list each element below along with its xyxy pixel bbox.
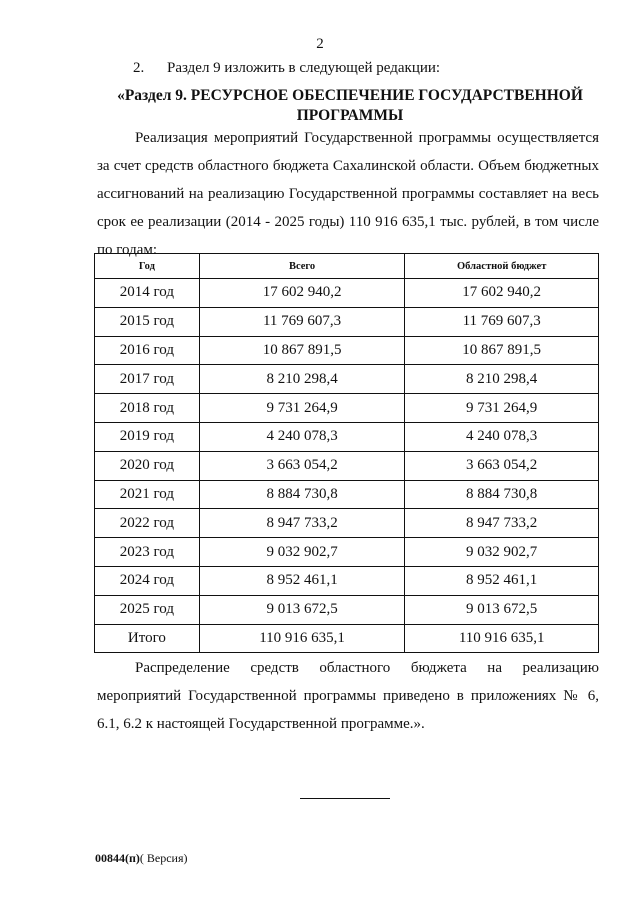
cell-regional: 8 952 461,1 bbox=[405, 566, 599, 595]
item-number: 2. bbox=[133, 60, 145, 76]
cell-regional: 11 769 607,3 bbox=[405, 307, 599, 336]
cell-year: 2023 год bbox=[95, 538, 200, 567]
cell-total: 10 867 891,5 bbox=[199, 336, 405, 365]
item-text: Раздел 9 изложить в следующей редакции: bbox=[167, 60, 441, 76]
cell-regional: 8 947 733,2 bbox=[405, 509, 599, 538]
page-number: 2 bbox=[316, 36, 324, 52]
cell-year: 2019 год bbox=[95, 422, 200, 451]
header-total: Всего bbox=[199, 254, 405, 279]
table-row bbox=[95, 394, 599, 423]
cell-regional: 3 663 054,2 bbox=[405, 451, 599, 480]
cell-year: 2024 год bbox=[95, 566, 200, 595]
cell-total: 17 602 940,2 bbox=[199, 279, 405, 308]
cell-total: 9 032 902,7 bbox=[199, 538, 405, 567]
intro-paragraph: Реализация мероприятий Государственной программы осуществляется за счет средств областного бюджета Сахалинской области. Объем бюджетных ассигнований на реализацию Государственной программы составляет на весь срок ее реализации (2014 - 2025 годы) 110 916 635,1 тыс. рублей, в том числе по годам: bbox=[97, 130, 599, 258]
table-row bbox=[95, 595, 599, 624]
cell-year: 2025 год bbox=[95, 595, 200, 624]
budget-table bbox=[94, 253, 599, 653]
section-heading-line-1: «Раздел 9. РЕСУРСНОЕ ОБЕСПЕЧЕНИЕ ГОСУДАРСТВЕННОЙ bbox=[117, 87, 583, 104]
table-header-row bbox=[95, 254, 599, 279]
header-year: Год bbox=[95, 254, 200, 279]
divider-line bbox=[300, 798, 390, 799]
cell-total: 8 210 298,4 bbox=[199, 365, 405, 394]
section-heading bbox=[100, 86, 600, 126]
cell-year: 2015 год bbox=[95, 307, 200, 336]
cell-regional: 9 013 672,5 bbox=[405, 595, 599, 624]
table-row bbox=[95, 566, 599, 595]
cell-year: 2022 год bbox=[95, 509, 200, 538]
document-code-number: 00844(п) bbox=[95, 851, 140, 865]
cell-regional: 10 867 891,5 bbox=[405, 336, 599, 365]
cell-total: 9 731 264,9 bbox=[199, 394, 405, 423]
cell-year: 2014 год bbox=[95, 279, 200, 308]
header-regional-budget: Областной бюджет bbox=[405, 254, 599, 279]
table-row bbox=[95, 365, 599, 394]
cell-total: 3 663 054,2 bbox=[199, 451, 405, 480]
cell-total: 11 769 607,3 bbox=[199, 307, 405, 336]
closing-paragraph: Распределение средств областного бюджета на реализацию мероприятий Государственной программы приведено в приложениях № 6, 6.1, 6.2 к настоящей Государственной программе.». bbox=[97, 660, 599, 732]
table-total-row bbox=[95, 624, 599, 653]
table-row bbox=[95, 451, 599, 480]
table-row bbox=[95, 279, 599, 308]
cell-year: 2020 год bbox=[95, 451, 200, 480]
cell-year: 2018 год bbox=[95, 394, 200, 423]
table-row bbox=[95, 422, 599, 451]
document-version: ( Версия) bbox=[139, 851, 188, 865]
cell-total: 4 240 078,3 bbox=[199, 422, 405, 451]
cell-regional: 8 884 730,8 bbox=[405, 480, 599, 509]
cell-year: Итого bbox=[95, 624, 200, 653]
cell-regional: 110 916 635,1 bbox=[405, 624, 599, 653]
cell-total: 8 884 730,8 bbox=[199, 480, 405, 509]
table-row bbox=[95, 480, 599, 509]
cell-total: 8 952 461,1 bbox=[199, 566, 405, 595]
table-row bbox=[95, 538, 599, 567]
cell-total: 9 013 672,5 bbox=[199, 595, 405, 624]
table-row bbox=[95, 509, 599, 538]
cell-total: 8 947 733,2 bbox=[199, 509, 405, 538]
table-row bbox=[95, 307, 599, 336]
cell-year: 2017 год bbox=[95, 365, 200, 394]
table-row bbox=[95, 336, 599, 365]
cell-regional: 9 032 902,7 bbox=[405, 538, 599, 567]
cell-year: 2016 год bbox=[95, 336, 200, 365]
section-heading-line-2: ПРОГРАММЫ bbox=[296, 107, 404, 124]
cell-regional: 17 602 940,2 bbox=[405, 279, 599, 308]
cell-year: 2021 год bbox=[95, 480, 200, 509]
cell-regional: 9 731 264,9 bbox=[405, 394, 599, 423]
cell-regional: 8 210 298,4 bbox=[405, 365, 599, 394]
document-code bbox=[95, 851, 188, 866]
cell-total: 110 916 635,1 bbox=[199, 624, 405, 653]
amendment-item bbox=[133, 60, 440, 77]
cell-regional: 4 240 078,3 bbox=[405, 422, 599, 451]
